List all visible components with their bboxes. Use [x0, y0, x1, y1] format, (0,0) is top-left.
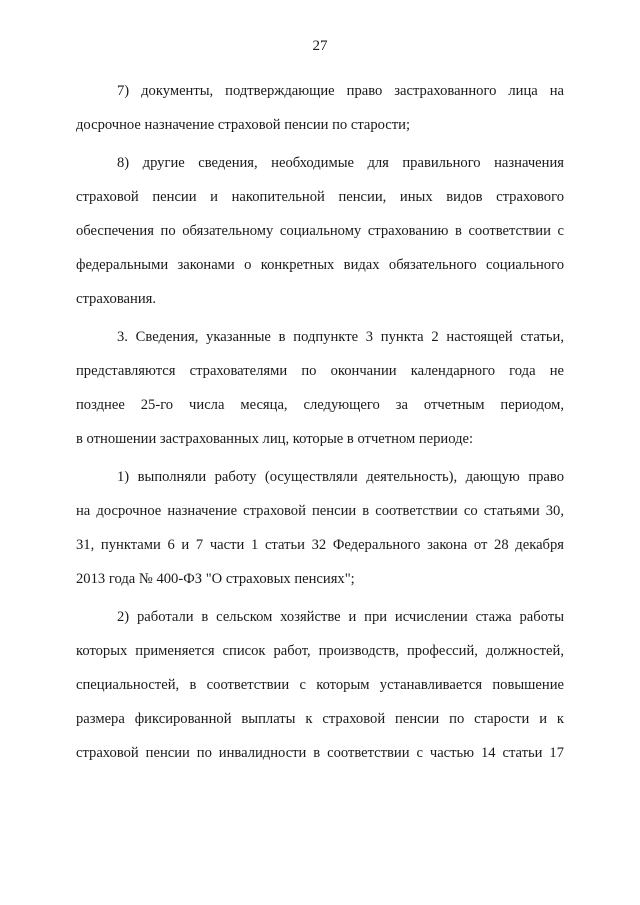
line-11: в отношении застрахованных лиц, которые в отчетном периоде:: [76, 431, 474, 447]
document-body: [76, 74, 564, 770]
line-8: 3. Сведения, указанные в подпункте 3 пункта 2 настоящей статьи,: [117, 329, 564, 345]
line-6: федеральными законами о конкретных видах обязательного социального: [76, 257, 564, 273]
line-3: 8) другие сведения, необходимые для правильного назначения: [117, 155, 564, 171]
line-4: страховой пенсии и накопительной пенсии, иных видов страхового: [76, 189, 564, 205]
line-16: 2) работали в сельском хозяйстве и при исчислении стажа работы: [117, 609, 564, 625]
line-7: страхования.: [76, 291, 157, 307]
line-12: 1) выполняли работу (осуществляли деятельность), дающую право: [117, 469, 564, 485]
line-19: размера фиксированной выплаты к страховой пенсии по старости и к: [76, 711, 564, 727]
line-13: на досрочное назначение страховой пенсии в соответствии со статьями 30,: [76, 503, 564, 519]
line-15: 2013 года № 400-ФЗ "О страховых пенсиях";: [76, 571, 355, 587]
line-14: 31, пунктами 6 и 7 части 1 статьи 32 Федерального закона от 28 декабря: [76, 537, 564, 553]
line-9: представляются страхователями по окончании календарного года не: [76, 363, 564, 379]
line-1: 7) документы, подтверждающие право застрахованного лица на: [117, 83, 564, 99]
line-17: которых применяется список работ, производств, профессий, должностей,: [76, 643, 564, 659]
line-5: обеспечения по обязательному социальному страхованию в соответствии с: [76, 223, 564, 239]
line-2: досрочное назначение страховой пенсии по старости;: [76, 117, 411, 133]
line-18: специальностей, в соответствии с которым устанавливается повышение: [76, 677, 564, 693]
line-20: страховой пенсии по инвалидности в соответствии с частью 14 статьи 17: [76, 745, 564, 761]
page-number: 27: [312, 38, 328, 54]
line-10: позднее 25-го числа месяца, следующего за отчетным периодом,: [76, 397, 564, 413]
